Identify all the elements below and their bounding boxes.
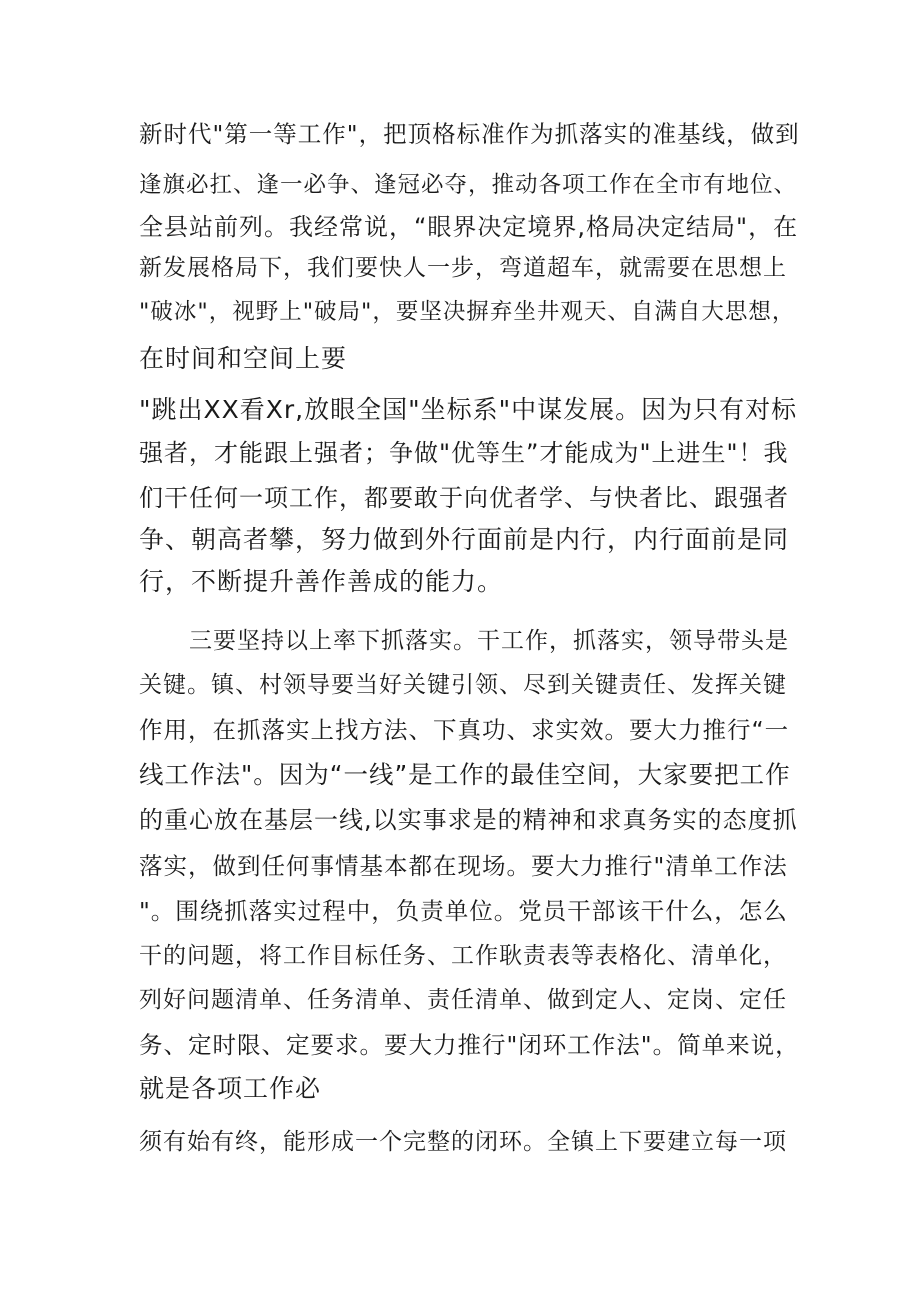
text-line: 的重心放在基层一线,以实事求是的精神和求真务实的态度抓 xyxy=(139,806,798,834)
text-line: "跳出XX看Xr,放眼全国"坐标系"中谋发展。因为只有对标 xyxy=(139,395,798,424)
text-line: 列好问题清单、任务清单、责任清单、做到定人、定岗、定任 xyxy=(139,987,787,1013)
text-line: 干的问题，将工作目标任务、工作耿责表等表格化、清单化， xyxy=(139,943,787,969)
text-line: 争、朝高者攀，努力做到外行面前是内行，内行面前是同 xyxy=(139,525,790,554)
text-line: 落实，做到任何事情基本都在现场。要大力推行"清单工作法 xyxy=(139,852,788,880)
text-line: "破冰"，视野上"破局"，要坚决摒弃坐井观天、自满自大思想， xyxy=(139,299,796,325)
text-line: 就是各项工作必 xyxy=(139,1074,322,1103)
text-line: 在时间和空间上要 xyxy=(139,344,348,373)
text-line: 们干任何一项工作，都要敢于向优者学、与快者比、跟强者 xyxy=(139,484,789,512)
text-line: 须有始有终，能形成一个完整的闭环。全镇上下要建立每一项 xyxy=(139,1129,787,1155)
text-line: 全县站前列。我经常说，“眼界决定境界,格局决定结局"，在 xyxy=(139,213,799,241)
text-line: 新时代"第一等工作"，把顶格标准作为抓落实的准基线，做到 xyxy=(139,120,800,148)
text-line: 作用，在抓落实上找方法、下真功、求实效。要大力推行“一 xyxy=(139,716,790,744)
text-line: 新发展格局下，我们要快人一步，弯道超车，就需要在思想上 xyxy=(139,255,787,281)
paragraph-first-line: 三要坚持以上率下抓落实。干工作，抓落实，领导带头是 xyxy=(189,628,789,654)
text-line: 务、定时限、定要求。要大力推行"闭环工作法"。简单来说， xyxy=(139,1031,800,1059)
text-line: 强者，才能跟上强者；争做"优等生”才能成为"上进生"！我 xyxy=(139,439,789,467)
text-line: 线工作法"。因为“一线”是工作的最佳空间，大家要把工作 xyxy=(139,760,791,789)
text-line: 逢旗必扛、逢一必争、逢冠必夺，推动各项工作在全市有地位、 xyxy=(139,172,798,198)
text-line: 关键。镇、村领导要当好关键引领、尽到关键责任、发挥关键 xyxy=(139,672,787,698)
text-line: "。围绕抓落实过程中，负责单位。党员干部该干什么，怎么 xyxy=(139,897,788,925)
text-line: 行，不断提升善作善成的能力。 xyxy=(139,567,504,596)
